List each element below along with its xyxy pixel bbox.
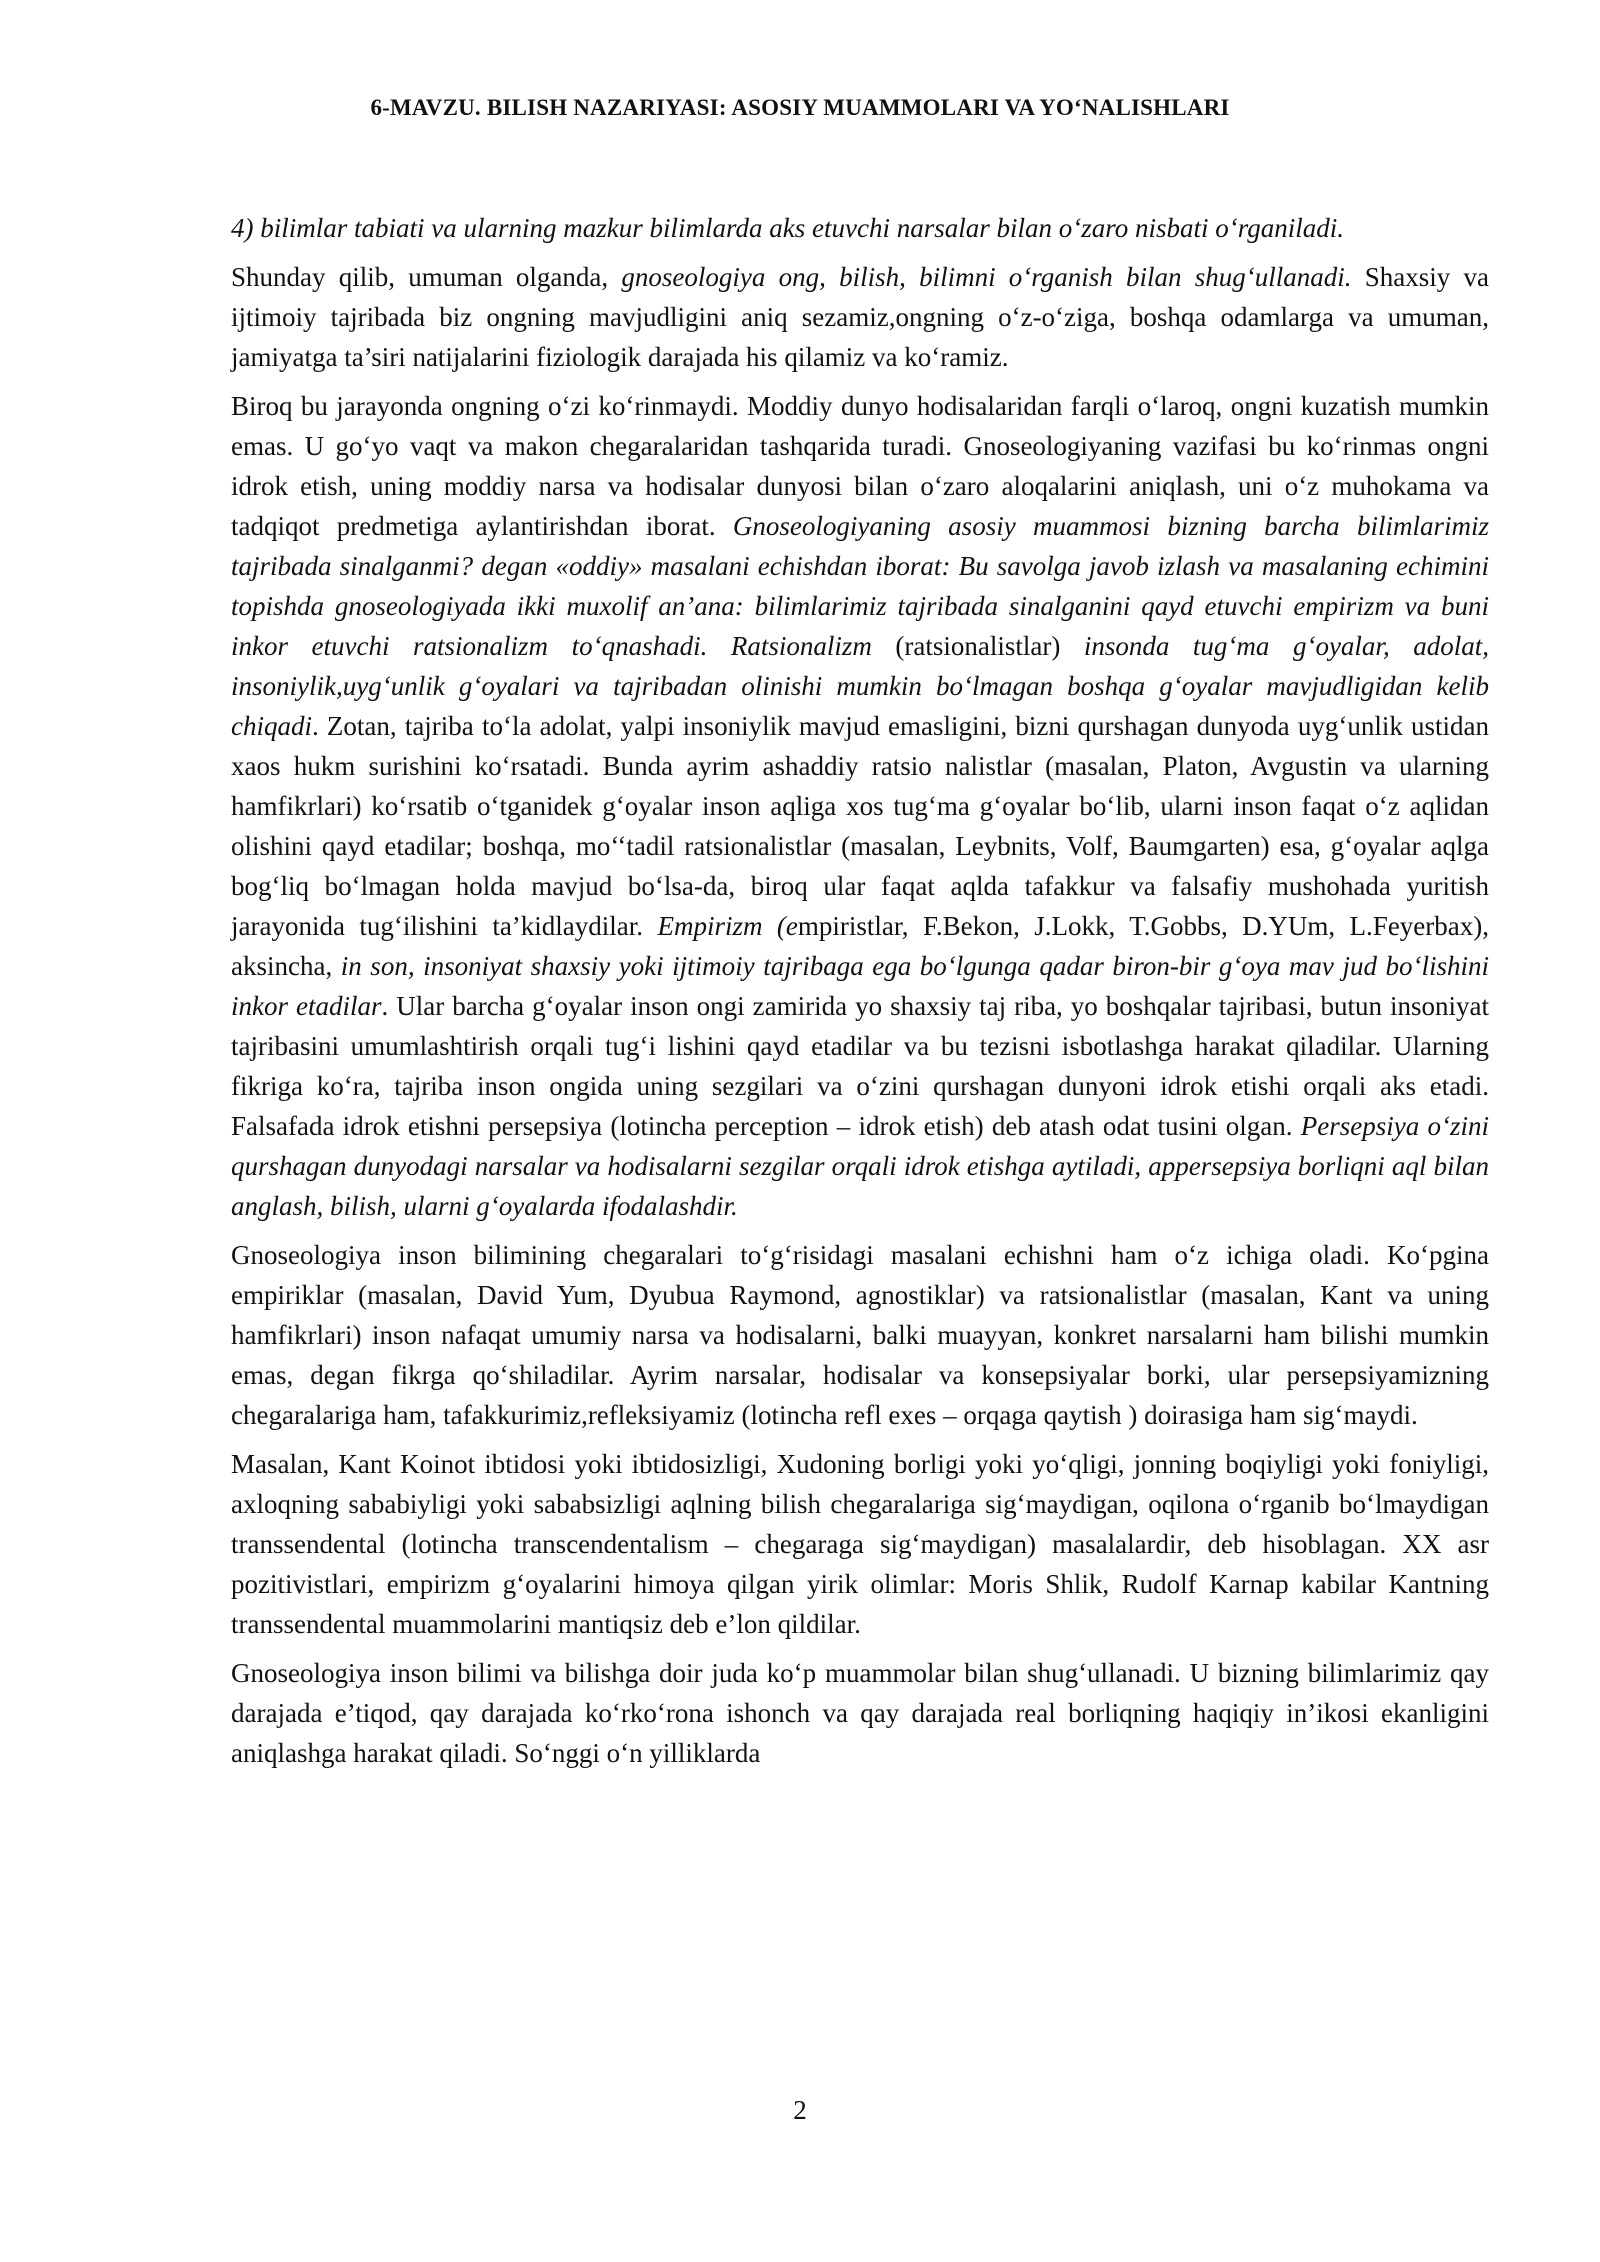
paragraph	[231, 1444, 1489, 1644]
italic-text-run: Gnoseologiyaning asosiy muammosi bizning barcha bilimlarimiz tajribada sinalganmi? degan «oddiy» masalani echishdan iborat: Bu savolga javob izlash va masalaning echimini topishda gnoseologiyada ikki muxolif an’ana: bilimlarimiz tajribada sinalganini qayd etuvchi empirizm va buni inkor etuvchi ratsionalizm to‘qnashadi. Ratsionalizm	[231, 511, 1489, 661]
italic-text-run: in son, insoniyat shaxsiy yoki ijtimoiy tajribaga ega bo‘lgunga qadar biron-bir g‘oya mav jud bo‘lishini inkor etadilar	[231, 951, 1489, 1021]
text-run: . Zotan, tajriba to‘la adolat, yalpi insoniylik mavjud emasligini, bizni qurshagan dunyoda uyg‘unlik ustidan xaos hukm surishini ko‘rsatadi. Bunda ayrim ashaddiy ratsio nalistlar (masalan, Platon, Avgustin va ularning hamfikrlari) ko‘rsatib o‘tganidek g‘oyalar inson aqliga xos tug‘ma g‘oyalar bo‘lib, ularni inson faqat o‘z aqlidan olishini qayd etadilar; boshqa, mo‘‘tadil ratsionalistlar (masalan, Leybnits, Volf, Baumgarten) esa, g‘oyalar aqlga bog‘liq bo‘lmagan holda mavjud bo‘lsa-da, biroq ular faqat aqlda tafakkur va falsafiy mushohada yuritish jarayonida tug‘ilishini ta’kidlaydilar.	[231, 711, 1489, 941]
page-number: 2	[793, 2095, 807, 2125]
text-run: Shaxsiy va ijtimoiy tajribada biz ongning mavjudligini aniq sezamiz,ongning o‘z-o‘ziga, boshqa odamlarga va umuman, jamiyatga ta’siri natijalarini fiziologik darajada his qilamiz va ko‘ramiz.	[231, 262, 1489, 372]
text-run: Biroq bu jarayonda ongning o‘zi ko‘rinmaydi. Moddiy dunyo hodisalaridan farqli o‘laroq, ongni kuzatish mumkin emas. U go‘yo vaqt va makon chegaralaridan tashqarida turadi. Gnoseologiyaning vazifasi bu ko‘rinmas ongni idrok etish, uning moddiy narsa va hodisalar dunyosi bilan o‘zaro aloqalarini aniqlash, uni o‘z muhokama va tadqiqot predmetiga aylantirishdan iborat.	[231, 391, 1489, 541]
document-body	[231, 208, 1489, 1782]
italic-text-run: Empirizm (e	[657, 911, 798, 941]
paragraph	[231, 1653, 1489, 1773]
text-run: Gnoseologiya inson bilimining chegaralari to‘g‘risidagi masalani echishni ham o‘z ichiga oladi. Ko‘pgina empiriklar (masalan, David Yum, Dyubua Raymond, agnostiklar) va ratsionalistlar (masalan, Kant va uning hamfikrlari) inson nafaqat umumiy narsa va hodisalarni, balki muayyan, konkret narsalarni ham bilishi mumkin emas, degan fikrga qo‘shiladilar. Ayrim narsalar, hodisalar va konsepsiyalar borki, ular persepsiyamizning chegaralariga ham, tafakkurimiz,refleksiyamiz (lotincha refl exes – orqaga qaytish ) doirasiga ham sig‘maydi.	[231, 1240, 1489, 1430]
text-run: . Ular barcha g‘oyalar inson ongi zamirida yo shaxsiy taj riba, yo boshqalar tajribasi, butun insoniyat tajribasini umumlashtirish orqali tug‘i lishini qayd etadilar va bu tezisni isbotlashga harakat qiladilar. Ularning fikriga ko‘ra, tajriba inson ongida uning sezgilari va o‘zini qurshagan dunyoni idrok etishi orqali aks etadi. Falsafada idrok etishni persepsiya (lotincha perception – idrok etish) deb atash odat tusini olgan.	[231, 991, 1489, 1141]
text-run: (ratsionalistlar)	[871, 631, 1084, 661]
paragraph	[231, 386, 1489, 1226]
italic-text-run: insonda tug‘ma g‘oyalar, adolat, insoniylik,uyg‘unlik g‘oyalari va tajribadan olinishi mumkin bo‘lmagan boshqa g‘oyalar mavjudligidan kelib chiqadi	[231, 631, 1489, 741]
text-run: Shunday qilib, umuman olganda,	[231, 262, 622, 292]
italic-text-run: 4) bilimlar tabiati va ularning mazkur bilimlarda aks etuvchi narsalar bilan o‘zaro nisbati o‘rganiladi.	[231, 213, 1344, 243]
italic-text-run: gnoseologiya ong, bilish, bilimni o‘rganish bilan shug‘ullanadi.	[621, 262, 1352, 292]
paragraph	[231, 1235, 1489, 1435]
paragraph	[231, 257, 1489, 377]
page-header-title: 6-MAVZU. BILISH NAZARIYASI: ASOSIY MUAMMOLARI VA YO‘NALISHLARI	[370, 95, 1230, 120]
list-item-4	[231, 208, 1489, 248]
text-run: Gnoseologiya inson bilimi va bilishga doir juda ko‘p muammolar bilan shug‘ullanadi. U bizning bilimlarimiz qay darajada e’tiqod, qay darajada ko‘rko‘rona ishonch va qay darajada real borliqning haqiqiy in’ikosi ekanligini aniqlashga harakat qiladi. So‘nggi o‘n yilliklarda	[231, 1658, 1489, 1768]
text-run: Masalan, Kant Koinot ibtidosi yoki ibtidosizligi, Xudoning borligi yoki yo‘qligi, jonning boqiyligi yoki foniyligi, axloqning sababiyligi yoki sababsizligi aqlning bilish chegaralariga sig‘maydigan, oqilona o‘rganib bo‘lmaydigan transsendental (lotincha transcendentalism – chegaraga sig‘maydigan) masalalardir, deb hisoblagan. XX asr pozitivistlari, empirizm g‘oyalarini himoya qilgan yirik olimlar: Moris Shlik, Rudolf Karnap kabilar Kantning transsendental muammolarini mantiqsiz deb e’lon qildilar.	[231, 1449, 1489, 1639]
text-run: mpiristlar, F.Bekon, J.Lokk, T.Gobbs, D.YUm, L.Feyerbax), aksincha,	[231, 911, 1490, 981]
italic-text-run: Persepsiya o‘zini qurshagan dunyodagi narsalar va hodisalarni sezgilar orqali idrok etishga aytiladi, appersepsiya borliqni aql bilan anglash, bilish, ularni g‘oyalarda ifodalashdir.	[231, 1111, 1489, 1221]
